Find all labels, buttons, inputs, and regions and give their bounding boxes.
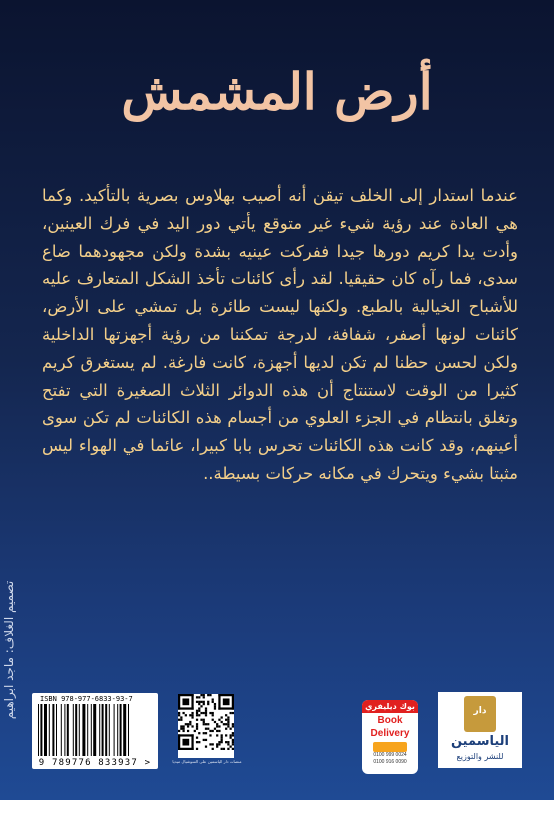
qr-caption: منصات دار الياسمين على السوشيال ميديا — [172, 759, 242, 764]
barcode-bars-icon — [38, 704, 152, 756]
isbn-barcode — [32, 693, 158, 769]
publisher-logo — [438, 692, 522, 768]
qr-code[interactable] — [178, 694, 234, 758]
truck-icon — [373, 742, 407, 752]
ean-digits: 9 789776 833937 > — [38, 758, 152, 768]
book-shelf-icon — [464, 696, 496, 732]
book-blurb: عندما استدار إلى الخلف تيقن أنه أصيب بهلاوس بصرية بالتأكيد. وكما هي العادة عند رؤية شيء غير متوقع يأتي دور اليد في فرك العينين، وأدت يدا كريم دورها جيدا ففركت عينيه بشدة ولكن مجهودهما ضاع سدى، فما رآه كان حقيقيا. لقد رأى كائنات تأخذ الشكل المتعارف عليه للأشباح الخيالية بالطبع. ولكنها ليست طائرة بل تمشي على الأرض، كائنات لونها أصفر، شفافة، لدرجة تمكننا من رؤية أجهزتها الداخلية ولكن لحسن حظنا لم تكن لديها أجهزة، كانت فارغة. لم يستغرق كريم كثيرا من الوقت لاستنتاج أن هذه الدوائر الثلاث الصغيرة التي تفتح وتغلق بانتظام في الجزء العلوي من أجسام هذه الكائنات لم تكن سوى أعينهم، وقد كانت هذه الكائنات تحرس بابا كبيرا، عائما في الهواء ليس مثبتا بشيء ويتحرك في مكانه حركات بسيطة.. — [42, 186, 518, 483]
delivery-brand-line1: Book — [377, 715, 403, 726]
book-delivery-logo — [362, 700, 418, 774]
publisher-subtitle: للنشر والتوزيع — [456, 752, 504, 761]
isbn-number: ISBN 978-977-6833-93-7 — [40, 695, 133, 703]
designer-credit — [2, 520, 24, 780]
publisher-logo-text: دار — [473, 706, 487, 716]
delivery-phone-2: 0100 916 0090 — [373, 759, 407, 765]
publisher-name: الياسمين — [450, 734, 510, 749]
qr-code-icon — [178, 694, 234, 750]
book-title: أرض المشمش — [121, 62, 433, 121]
delivery-phone-1: 0100 999 0024 — [373, 752, 407, 758]
designer-credit-text: تصميم الغلاف: ماجد ابراهيم — [2, 580, 16, 720]
delivery-arabic-label: بوك ديليفري — [362, 700, 418, 713]
delivery-brand-line2: Delivery — [370, 728, 410, 739]
